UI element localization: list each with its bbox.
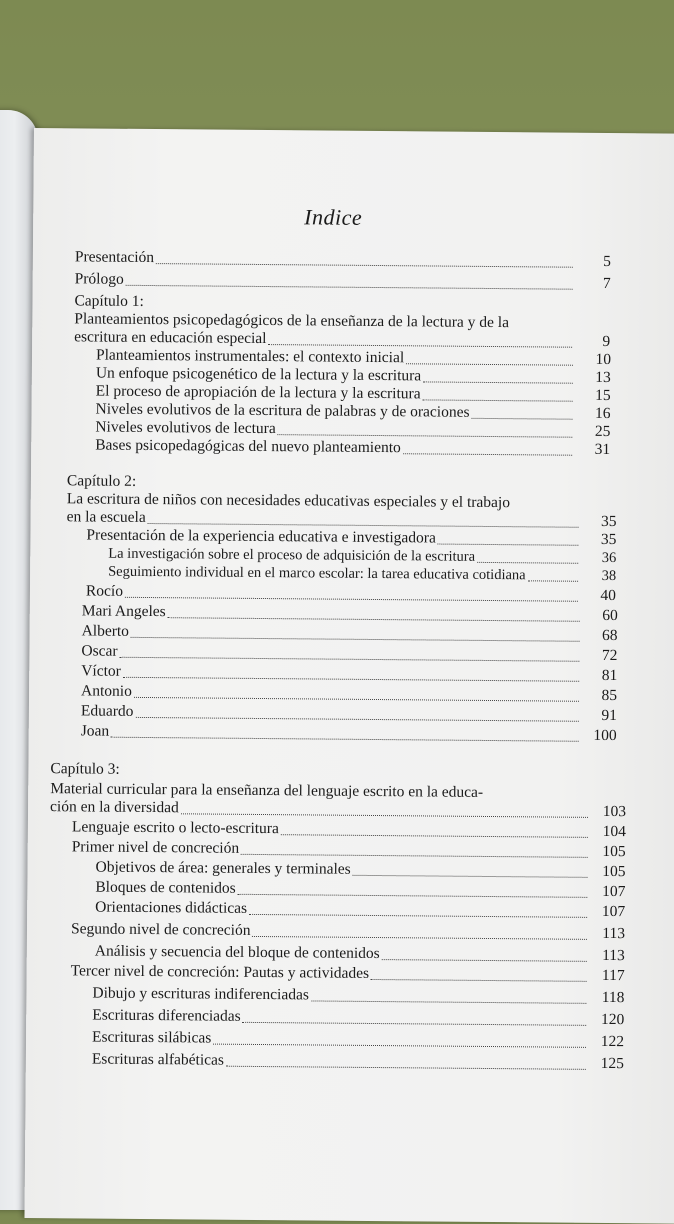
toc-entry: Escrituras diferenciadas 120 [92,1006,625,1029]
toc-entry: Tercer nivel de concreción: Pautas y actividades 117 [70,962,625,985]
toc-entry: Dibujo y escrituras indiferenciadas 118 [92,984,625,1007]
book-page [24,128,674,1224]
toc-entry: Niveles evolutivos de la escritura de palabras y de oraciones 16 [95,400,611,423]
toc-entry: Lenguaje escrito o lecto-escritura 104 [71,818,626,841]
toc-entry: Primer nivel de concreción 105 [71,838,626,861]
toc-entry: El proceso de apropiación de la lectura y la escritura 15 [95,382,611,405]
toc-entry: Planteamientos instrumentales: el contexto inicial 10 [95,346,612,369]
toc-entry: Segundo nivel de concreción 113 [70,920,626,943]
toc-entry: en la escuela 35 [66,508,617,531]
chapter-title: La escritura de niños con necesidades educativas especiales y el trabajo [66,490,511,512]
chapter-title: Material curricular para la enseñanza del lenguaje escrito en la educa- [50,780,484,801]
chapter-title: Planteamientos psicopedagógicos de la enseñanza de la lectura y de la [74,310,510,332]
toc-entry: Alberto 68 [81,622,618,645]
page-title: Indice [304,204,363,230]
toc-entry: Niveles evolutivos de lectura 25 [95,418,611,441]
toc-entry: Prólogo 7 [74,270,611,293]
toc-entry: Bloques de contenidos 107 [95,878,626,901]
toc-entry: Objetivos de área: generales y terminales 105 [95,858,626,881]
toc-entry: La investigación sobre el proceso de adquisición de la escritura 36 [108,545,617,567]
toc-entry: Víctor 81 [81,662,618,685]
toc-entry: Bases psicopedagógicas del nuevo planteamiento 31 [95,436,611,459]
toc-entry: Orientaciones didácticas 107 [95,898,626,921]
toc-entry: Joan 100 [80,722,617,745]
toc-entry: Un enfoque psicogenético de la lectura y la escritura 13 [95,364,611,387]
toc-entry: Seguimiento individual en el marco escolar: la tarea educativa cotidiana 38 [108,563,617,585]
chapter-heading: Capítulo 1: [74,292,144,310]
toc-entry: Rocío 40 [85,582,617,605]
toc-entry: Escrituras alfabéticas 125 [91,1050,624,1073]
toc-entry: ción en la diversidad 103 [50,798,627,821]
toc-entry: escritura en educación especial 9 [74,328,611,351]
toc-entry: Análisis y secuencia del bloque de contenidos 113 [94,942,625,965]
toc-entry: Oscar 72 [81,642,618,665]
chapter-heading: Capítulo 2: [66,472,137,490]
toc-entry: Presentación de la experiencia educativa e investigadora 35 [86,526,617,549]
toc-entry: Escrituras silábicas 122 [91,1028,625,1051]
chapter-heading: Capítulo 3: [50,760,120,778]
toc-entry: Mari Angeles 60 [81,602,618,625]
toc-entry: Presentación 5 [74,248,611,271]
toc-entry: Antonio 85 [81,682,618,705]
toc-entry: Eduardo 91 [80,702,617,725]
